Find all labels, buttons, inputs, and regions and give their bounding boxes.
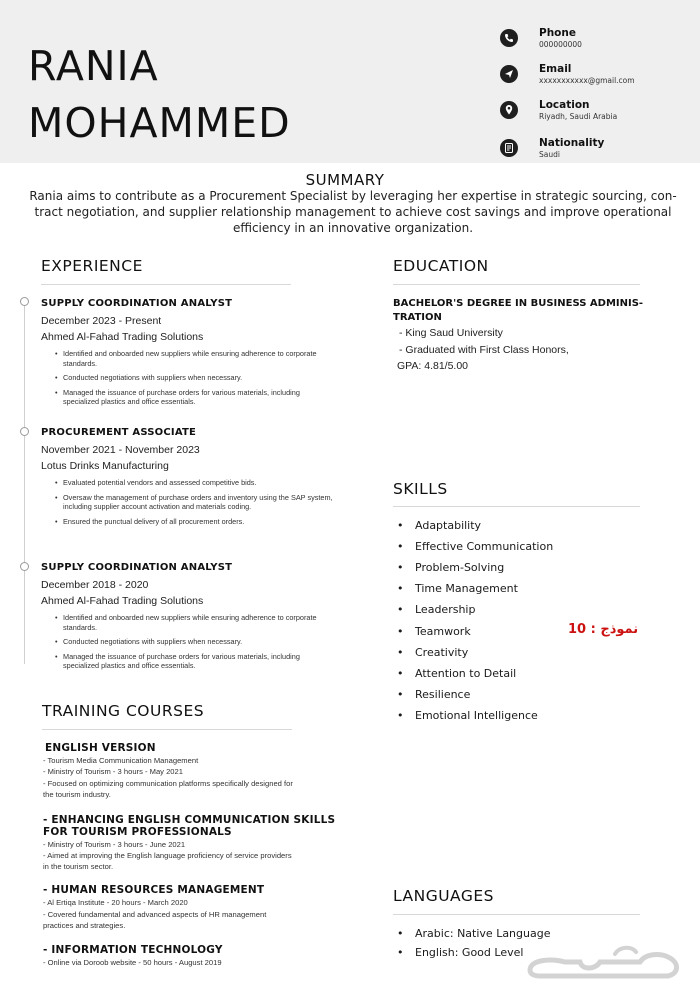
timeline-dot bbox=[20, 297, 29, 306]
first-name: RANIA bbox=[28, 42, 159, 90]
training-divider bbox=[42, 729, 292, 730]
last-name: MOHAMMED bbox=[28, 99, 291, 147]
timeline-line bbox=[24, 300, 25, 664]
course-line: - Online via Doroob website - 50 hours - August 2019 bbox=[43, 958, 222, 967]
language-label: Arabic: Native Language bbox=[415, 927, 551, 940]
contact-label: Location bbox=[539, 99, 590, 111]
job-company: Ahmed Al-Fahad Trading Solutions bbox=[41, 331, 204, 343]
bullet: • bbox=[397, 603, 404, 616]
bullet: • bbox=[397, 561, 404, 574]
job-title: PROCUREMENT ASSOCIATE bbox=[41, 427, 197, 438]
send-icon bbox=[500, 65, 518, 83]
training-title: TRAINING COURSES bbox=[42, 702, 205, 720]
contact-value: Saudi bbox=[539, 150, 560, 159]
contact-email bbox=[500, 63, 690, 93]
contact-value[interactable]: 000000000 bbox=[539, 40, 582, 49]
course-title-continued: FOR TOURISM PROFESSIONALS bbox=[43, 826, 232, 838]
contact-label: Phone bbox=[539, 27, 576, 39]
skill-label: Resilience bbox=[415, 688, 471, 701]
contact-nationality bbox=[500, 137, 690, 167]
course-title: ENGLISH VERSION bbox=[45, 742, 156, 754]
course-line: - Focused on optimizing communication platforms specifically designed for bbox=[43, 779, 293, 788]
job-company: Lotus Drinks Manufacturing bbox=[41, 460, 169, 472]
timeline-dot bbox=[20, 427, 29, 436]
course-line: - Aimed at improving the English language proficiency of service providers bbox=[43, 851, 292, 860]
university: - King Saud University bbox=[399, 327, 503, 339]
language-label: English: Good Level bbox=[415, 946, 524, 959]
contact-value[interactable]: xxxxxxxxxxx@gmail.com bbox=[539, 76, 635, 85]
job-title: SUPPLY COORDINATION ANALYST bbox=[41, 562, 233, 573]
skill-label: Adaptability bbox=[415, 519, 482, 532]
contact-label: Nationality bbox=[539, 137, 605, 149]
bullet: • bbox=[397, 582, 404, 595]
job-title: SUPPLY COORDINATION ANALYST bbox=[41, 298, 233, 309]
job-bullet: • Conducted negotiations with suppliers when necessary. bbox=[63, 373, 333, 383]
job-bullet: • Managed the issuance of purchase orders for various materials, including specialized plastics and office essentials. bbox=[63, 388, 333, 407]
contact-phone bbox=[500, 27, 690, 57]
job-bullets bbox=[63, 478, 333, 531]
skill-label: Time Management bbox=[415, 582, 518, 595]
job-dates: December 2023 - Present bbox=[41, 315, 162, 327]
course-line: - Covered fundamental and advanced aspects of HR management bbox=[43, 910, 267, 919]
location-pin-icon bbox=[500, 101, 518, 119]
education-title: EDUCATION bbox=[393, 257, 489, 275]
job-bullet: • Evaluated potential vendors and assessed competitive bids. bbox=[63, 478, 333, 488]
bullet: • bbox=[397, 625, 404, 638]
languages-divider bbox=[393, 914, 640, 915]
skill-label: Teamwork bbox=[415, 625, 471, 638]
job-bullet: • Ensured the punctual delivery of all procurement orders. bbox=[63, 517, 333, 527]
bullet: • bbox=[397, 540, 404, 553]
course-line: - Ministry of Tourism - 3 hours - May 2021 bbox=[43, 767, 183, 776]
education-divider bbox=[393, 284, 640, 285]
job-company: Ahmed Al-Fahad Trading Solutions bbox=[41, 595, 204, 607]
languages-title: LANGUAGES bbox=[393, 887, 495, 905]
job-bullets bbox=[63, 613, 333, 676]
bullet: • bbox=[397, 667, 404, 680]
contact-location bbox=[500, 99, 690, 129]
course-line: the tourism industry. bbox=[43, 790, 111, 799]
contact-value: Riyadh, Saudi Arabia bbox=[539, 112, 618, 121]
course-line: - Al Ertiqa Institute - 20 hours - March 2020 bbox=[43, 898, 188, 907]
course-title: - HUMAN RESOURCES MANAGEMENT bbox=[43, 884, 265, 896]
bullet: • bbox=[397, 946, 404, 959]
honors: - Graduated with First Class Honors, bbox=[399, 344, 569, 356]
bullet: • bbox=[397, 927, 404, 940]
job-bullets bbox=[63, 349, 333, 412]
skill-label: Creativity bbox=[415, 646, 469, 659]
degree-line: TRATION bbox=[393, 311, 442, 323]
job-dates: December 2018 - 2020 bbox=[41, 579, 149, 591]
job-bullet: • Identified and onboarded new suppliers while ensuring adherence to corporate standards. bbox=[63, 613, 333, 632]
id-card-icon bbox=[500, 139, 518, 157]
bullet: • bbox=[397, 646, 404, 659]
job-bullet: • Identified and onboarded new suppliers while ensuring adherence to corporate standards. bbox=[63, 349, 333, 368]
timeline-dot bbox=[20, 562, 29, 571]
contact-label: Email bbox=[539, 63, 572, 75]
bullet: • bbox=[397, 709, 404, 722]
experience-title: EXPERIENCE bbox=[41, 257, 143, 275]
haraj-watermark-logo bbox=[520, 940, 690, 990]
degree-line: BACHELOR'S DEGREE IN BUSINESS ADMINIS- bbox=[393, 298, 644, 309]
phone-icon bbox=[500, 29, 518, 47]
summary-text: Rania aims to contribute as a Procurement Specialist by leveraging her expertise in strategic sourcing, con-tract negotiation, and supplier relationship management to achieve cost savings and improve operational efficiency in an innovative organization. bbox=[29, 189, 677, 235]
skills-title: SKILLS bbox=[393, 480, 448, 498]
degree-title bbox=[393, 297, 673, 324]
course-line: practices and strategies. bbox=[43, 921, 126, 930]
skill-label: Problem-Solving bbox=[415, 561, 505, 574]
job-dates: November 2021 - November 2023 bbox=[41, 444, 200, 456]
course-line: - Tourism Media Communication Management bbox=[43, 756, 199, 765]
job-bullet: • Oversaw the management of purchase orders and inventory using the SAP system, including supplier account activation and materials coding. bbox=[63, 493, 333, 512]
model-number-tag: نموذج : 10 bbox=[568, 622, 639, 637]
bullet: • bbox=[397, 519, 404, 532]
skill-label: Effective Communication bbox=[415, 540, 554, 553]
course-line: in the tourism sector. bbox=[43, 862, 114, 871]
job-bullet: • Managed the issuance of purchase orders for various materials, including specialized plastics and office essentials. bbox=[63, 652, 333, 671]
course-title: - ENHANCING ENGLISH COMMUNICATION SKILLS bbox=[43, 814, 336, 826]
skill-label: Emotional Intelligence bbox=[415, 709, 538, 722]
skill-label: Leadership bbox=[415, 603, 476, 616]
gpa: GPA: 4.81/5.00 bbox=[397, 360, 469, 372]
course-title: - INFORMATION TECHNOLOGY bbox=[43, 944, 223, 956]
experience-divider bbox=[41, 284, 291, 285]
summary-title: SUMMARY bbox=[305, 171, 385, 189]
course-line: - Ministry of Tourism - 3 hours - June 2021 bbox=[43, 840, 186, 849]
skills-divider bbox=[393, 506, 640, 507]
job-bullet: • Conducted negotiations with suppliers when necessary. bbox=[63, 637, 333, 647]
bullet: • bbox=[397, 688, 404, 701]
skill-label: Attention to Detail bbox=[415, 667, 517, 680]
